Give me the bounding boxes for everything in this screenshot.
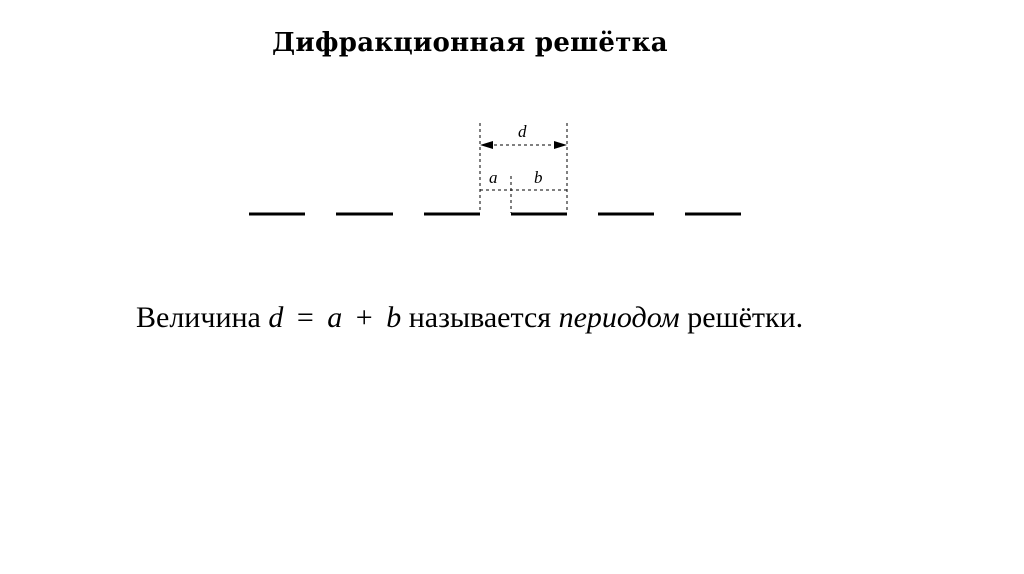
arrow-right-icon xyxy=(554,141,567,149)
label-d: d xyxy=(518,122,527,141)
caption-term: периодом xyxy=(558,301,680,334)
caption-mid: называется xyxy=(408,301,552,334)
caption-equals: = xyxy=(296,301,314,334)
arrowheads xyxy=(480,141,567,149)
caption-var-b: b xyxy=(386,301,402,334)
arrow-left-icon xyxy=(480,141,493,149)
label-a: a xyxy=(489,168,498,187)
caption-var-a: a xyxy=(327,301,343,334)
label-b: b xyxy=(534,168,543,187)
caption-prefix: Величина xyxy=(136,301,261,334)
caption-suffix: решётки. xyxy=(687,301,804,334)
caption-plus: + xyxy=(355,301,373,334)
slide-title: Дифракционная решётка xyxy=(272,28,668,58)
caption xyxy=(136,301,803,335)
caption-var-d: d xyxy=(268,301,284,334)
